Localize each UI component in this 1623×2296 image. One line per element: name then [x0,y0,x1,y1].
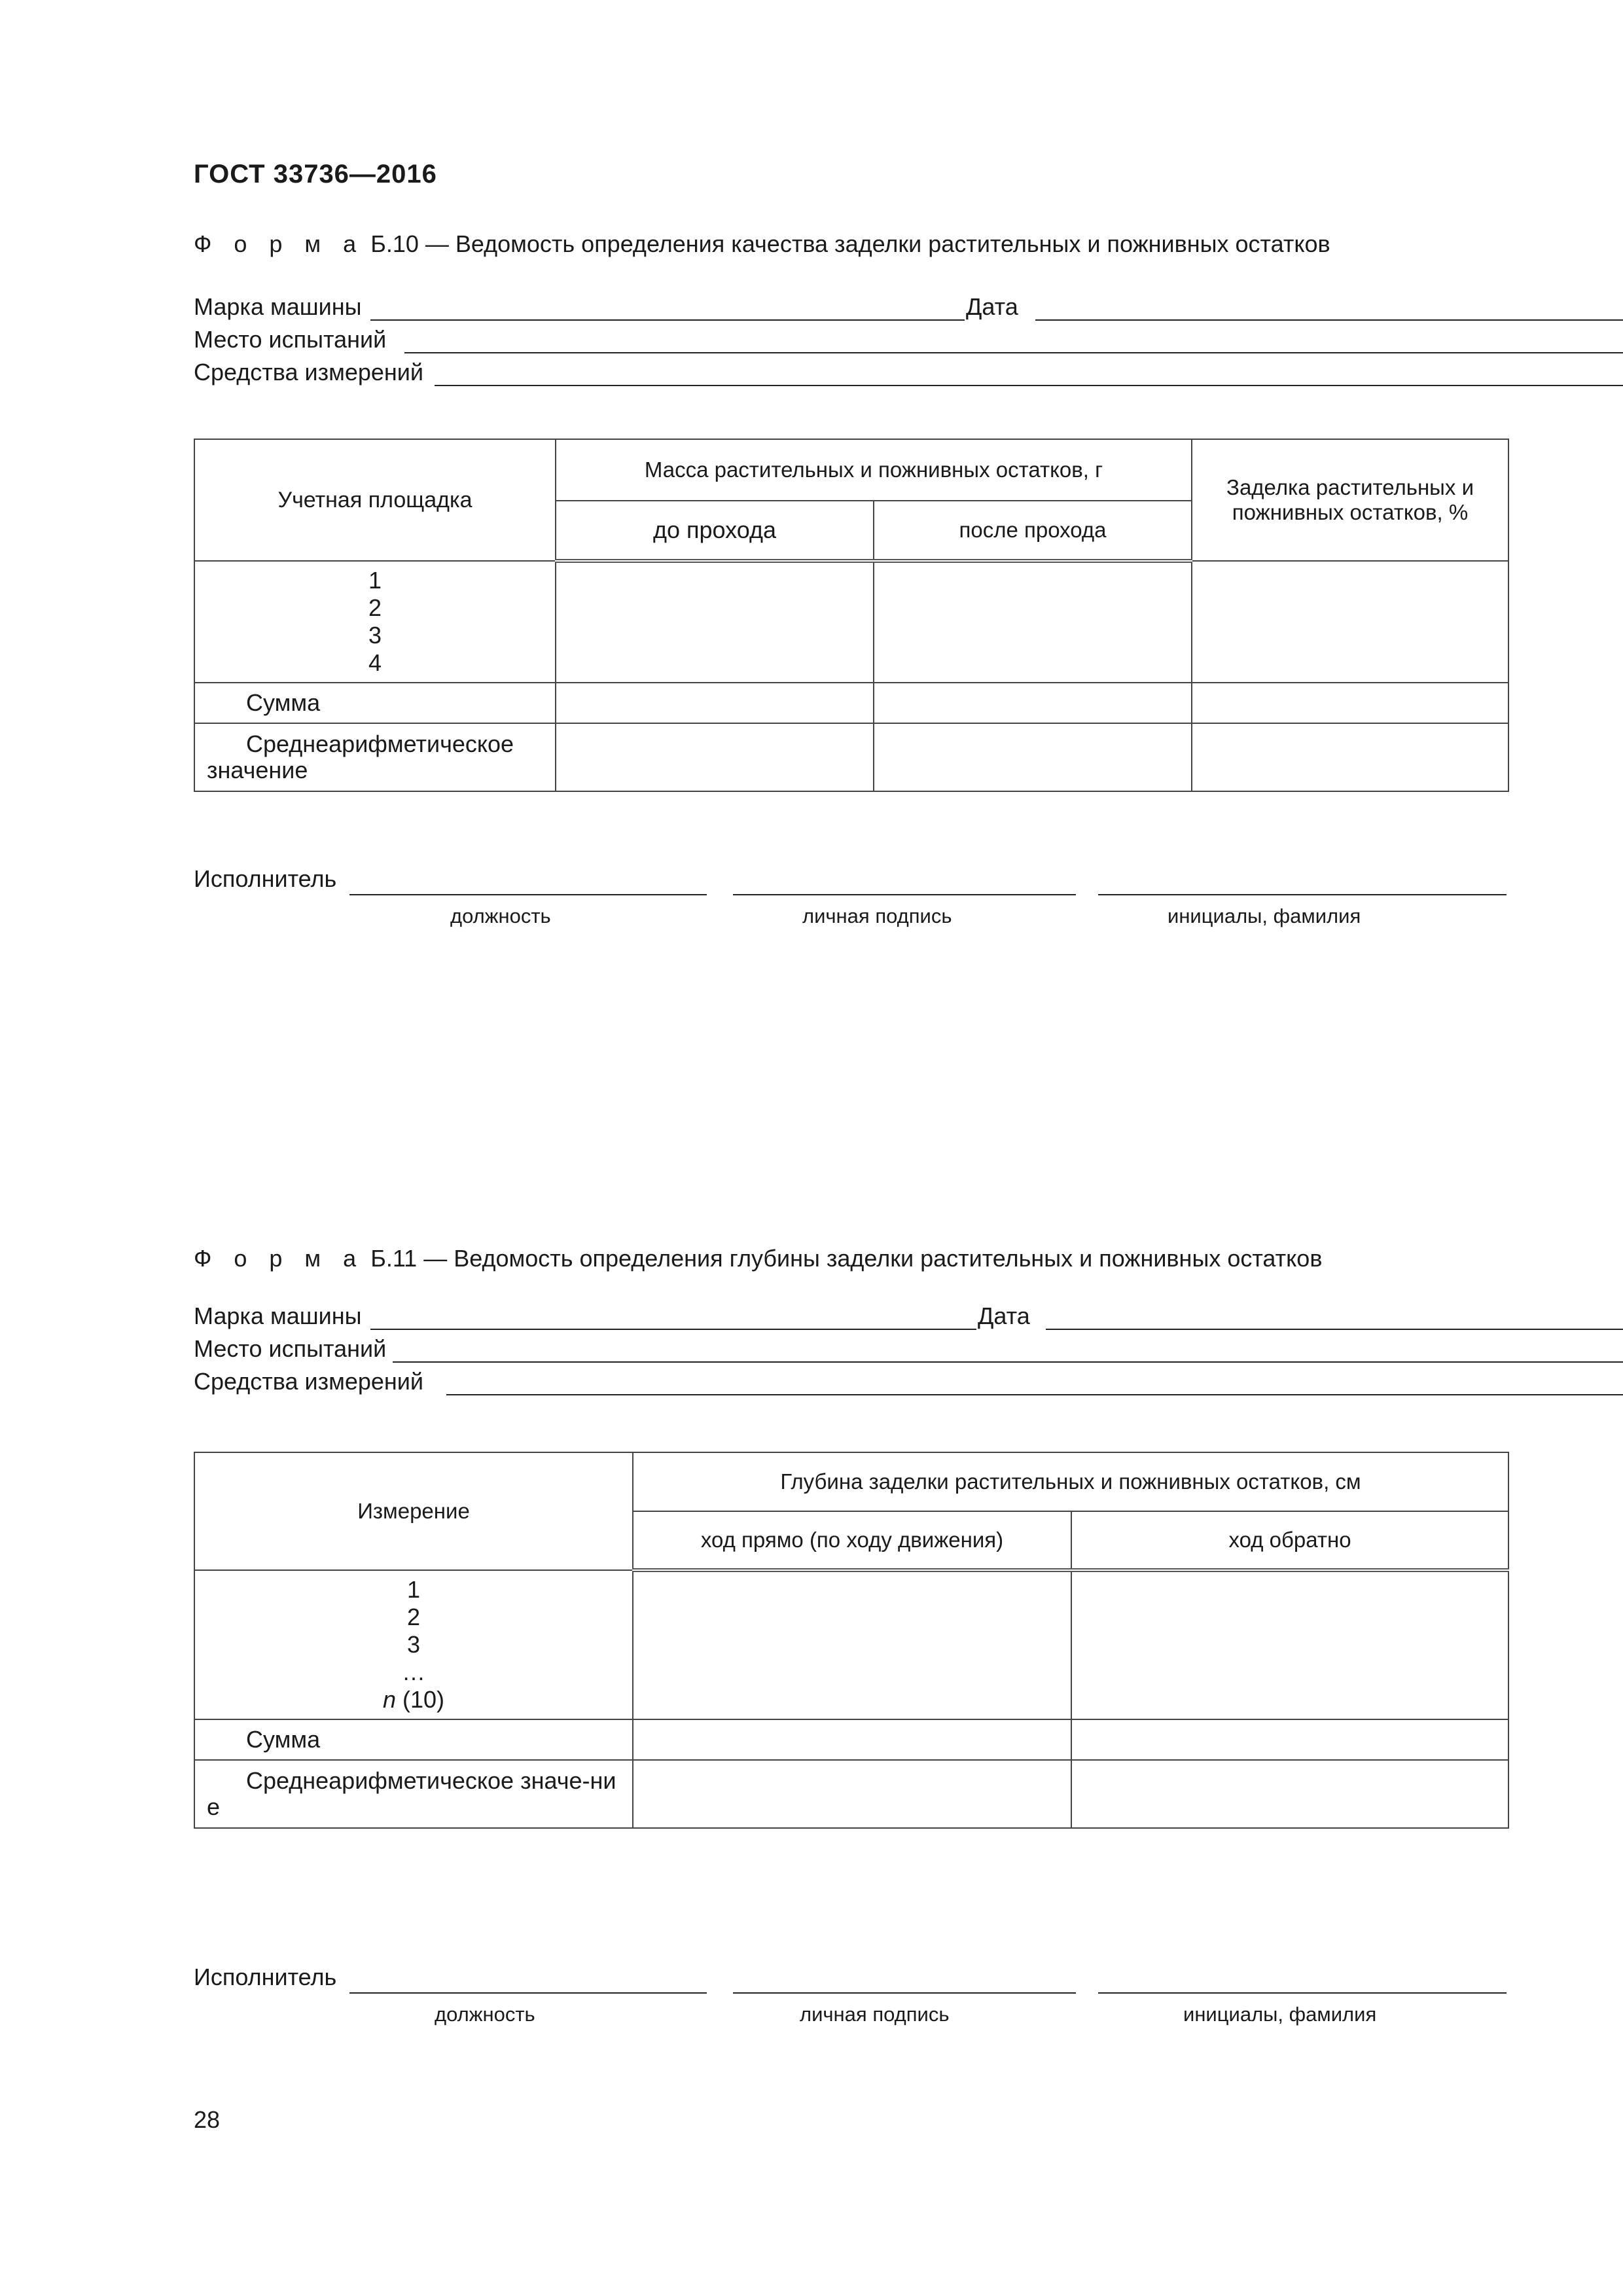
form11-position-caption: должность [435,2003,535,2026]
form10-position-caption: должность [450,905,551,927]
form10-signature-block [194,865,1530,944]
form10-mean-after[interactable] [874,723,1192,791]
form10-col-plot: Учетная площадка [194,439,556,561]
form10-row-number: 3 [368,622,382,649]
form11-mean-back[interactable] [1071,1760,1508,1828]
form10-col-quality: Заделка растительных и пожнивных остатков, % [1192,439,1508,561]
form10-mean-quality[interactable] [1192,723,1508,791]
form10-name-line[interactable] [1098,894,1507,895]
form11-field-machine-row [194,1302,1530,1333]
form11-mean-forward[interactable] [633,1760,1071,1828]
form11-row-number: 2 [406,1604,421,1630]
form10-cell-before[interactable] [556,561,874,683]
form11-date-line[interactable] [1046,1329,1623,1330]
form10-tools-line[interactable] [435,385,1623,386]
form10-signature-line[interactable] [733,894,1076,895]
form11-table [194,1452,1509,1829]
form11-tools-line[interactable] [446,1394,1623,1395]
form10-date-line[interactable] [1035,319,1623,321]
form11-col-forward: ход прямо (по ходу движения) [633,1511,1071,1570]
form11-machine-line[interactable] [370,1329,976,1330]
form10-machine-label: Марка машины [194,293,362,320]
form11-name-caption: инициалы, фамилия [1183,2003,1377,2026]
form10-row-number: 2 [368,594,382,621]
form11-signature-caption: личная подпись [800,2003,950,2026]
form10-plot-numbers [194,561,556,683]
form11-col-depth: Глубина заделки растительных и пожнивных остатков, см [633,1452,1508,1511]
form11-row-n-var: n [382,1686,396,1713]
form11-row-n-val: (10) [396,1686,445,1713]
form10-title [194,230,1330,258]
form11-sum-forward[interactable] [633,1719,1071,1760]
form11-col-back: ход обратно [1071,1511,1508,1570]
form11-date-label: Дата [978,1302,1030,1329]
form11-row-number-last [207,1686,620,1713]
form10-date-label: Дата [966,293,1018,320]
form11-place-label: Место испытаний [194,1335,387,1362]
form10-place-line[interactable] [404,352,1623,353]
form11-name-line[interactable] [1098,1992,1507,1994]
form11-field-tools-row [194,1368,1530,1398]
form10-col-mass: Масса растительных и пожнивных остатков, г [556,439,1192,501]
document-code: ГОСТ 33736—2016 [194,160,437,188]
form10-mean-before[interactable] [556,723,874,791]
form10-place-label: Место испытаний [194,326,387,353]
form11-signature-block [194,1964,1530,2042]
form10-table [194,439,1509,792]
form10-sum-quality[interactable] [1192,683,1508,723]
form10-title-prefix: Ф о р м а [194,230,365,257]
form10-position-line[interactable] [349,894,707,895]
form10-mean-label: Среднеарифметическое значение [194,723,556,791]
form10-cell-quality[interactable] [1192,561,1508,683]
form10-row-number: 4 [368,649,382,676]
form11-tools-label: Средства измерений [194,1368,424,1395]
form11-row-number: 3 [406,1631,421,1658]
form11-field-place-row [194,1335,1530,1365]
form10-tools-label: Средства измерений [194,359,424,386]
form11-executor-label: Исполнитель [194,1964,337,1990]
form10-field-machine-row [194,293,1530,323]
form11-title-text: Б.11 — Ведомость определения глубины заделки растительных и пожнивных остатков [364,1245,1323,1272]
form11-measure-numbers [194,1570,633,1719]
form11-row-number: 1 [406,1576,421,1603]
form11-machine-label: Марка машины [194,1302,362,1329]
form10-signature-caption: личная подпись [802,905,952,927]
form11-col-measure: Измерение [194,1452,633,1570]
form11-mean-label: Среднеарифметическое значе-ние [194,1760,633,1828]
form11-position-line[interactable] [349,1992,707,1994]
form10-name-caption: инициалы, фамилия [1168,905,1361,927]
form10-col-before: до прохода [556,501,874,561]
form10-field-tools-row [194,359,1530,389]
form10-cell-after[interactable] [874,561,1192,683]
form10-sum-after[interactable] [874,683,1192,723]
form10-field-place-row [194,326,1530,356]
form10-sum-before[interactable] [556,683,874,723]
form11-row-number: … [402,1659,425,1685]
form10-col-after: после прохода [874,501,1192,561]
form10-sum-label: Сумма [194,683,556,723]
form11-place-line[interactable] [393,1361,1623,1363]
form11-cell-forward[interactable] [633,1570,1071,1719]
form10-executor-label: Исполнитель [194,865,337,892]
form10-row-number: 1 [368,567,382,594]
form11-title-prefix: Ф о р м а [194,1245,365,1272]
form10-machine-line[interactable] [370,319,965,321]
form10-title-text: Б.10 — Ведомость определения качества заделки растительных и пожнивных остатков [364,230,1330,257]
form11-cell-back[interactable] [1071,1570,1508,1719]
form11-sum-back[interactable] [1071,1719,1508,1760]
form11-sum-label: Сумма [194,1719,633,1760]
form11-signature-line[interactable] [733,1992,1076,1994]
form11-title [194,1245,1322,1272]
page-number: 28 [194,2106,221,2133]
